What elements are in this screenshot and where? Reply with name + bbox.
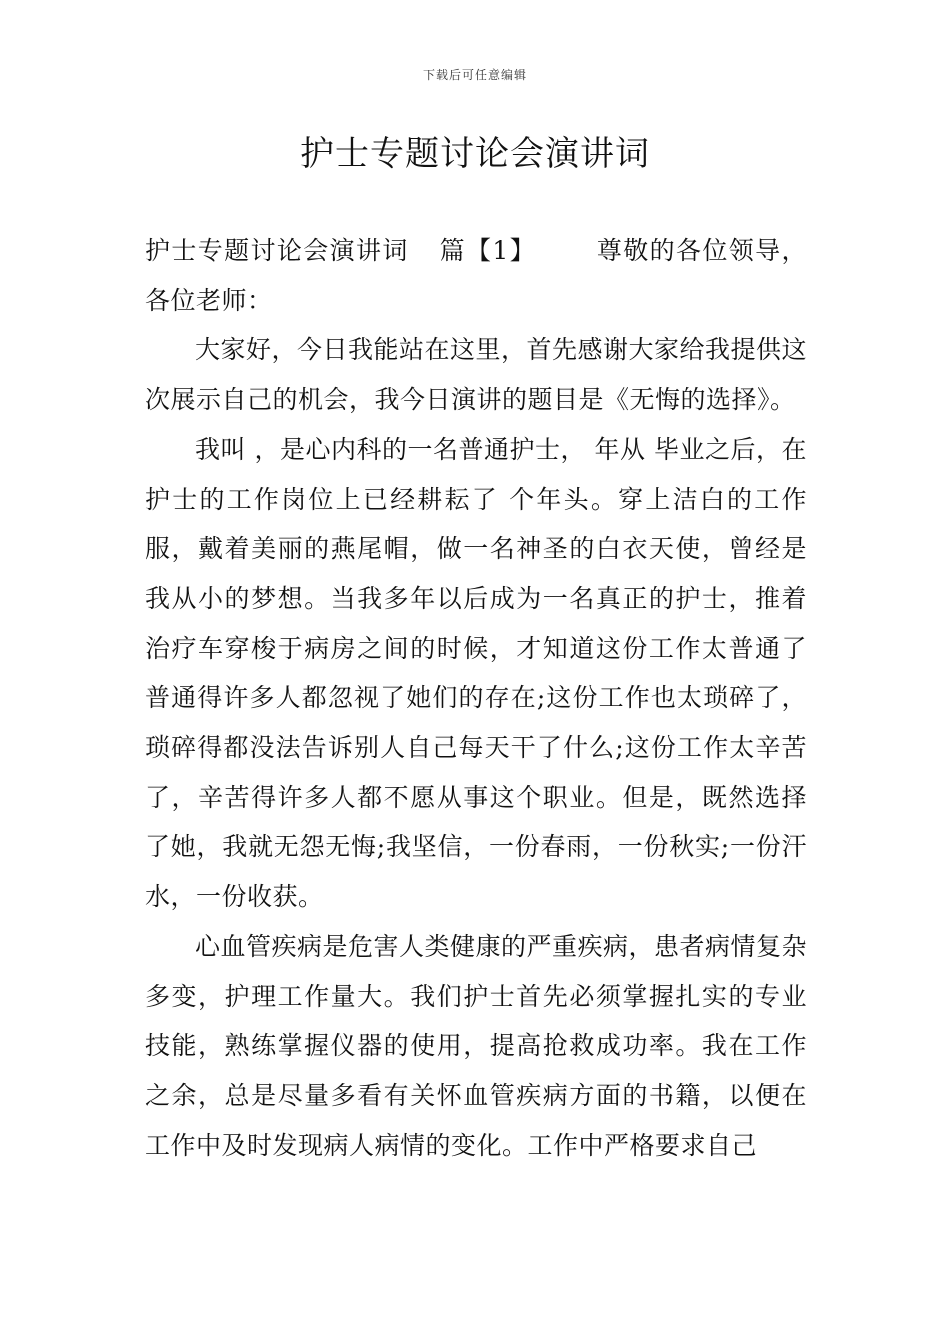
paragraph: 我叫 ，是心内科的一名普通护士， 年从 毕业之后，在护士的工作岗位上已经耕耘了 个年头。穿上洁白的工作服，戴着美丽的燕尾帽，做一名神圣的白衣天使，曾经是我从小的梦想。当我多年以后成为一名真正的护士，推着治疗车穿梭于病房之间的时候，才知道这份工作太普通了普通得许多人都忽视了她们的存在;这份工作也太琐碎了，琐碎得都没法告诉别人自己每天干了什么;这份工作太辛苦了，辛苦得许多人都不愿从事这个职业。但是，既然选择了她，我就无怨无悔;我坚信，一份春雨，一份秋实;一份汗水，一份收获。 [145,434,807,912]
intro-salutation: 尊敬的各位领导，各位老师： [145,236,807,315]
intro-section: 篇【1】 [438,236,537,265]
intro-paragraph [145,226,807,325]
paragraph: 大家好，今日我能站在这里，首先感谢大家给我提供这次展示自己的机会，我今日演讲的题目是《无悔的选择》。 [145,335,808,415]
paragraph: 心血管疾病是危害人类健康的严重疾病，患者病情复杂多变，护理工作量大。我们护士首先必须掌握扎实的专业技能，熟练掌握仪器的使用，提高抢救成功率。我在工作之余，总是尽量多看有关怀血管疾病方面的书籍，以便在工作中及时发现病人病情的变化。工作中严格要求自己 [145,931,808,1160]
header-note: 下载后可任意编辑 [422,68,527,82]
document-title: 护士专题讨论会演讲词 [300,134,650,174]
document-body [145,226,807,1170]
intro-heading: 护士专题讨论会演讲词 [145,236,409,265]
